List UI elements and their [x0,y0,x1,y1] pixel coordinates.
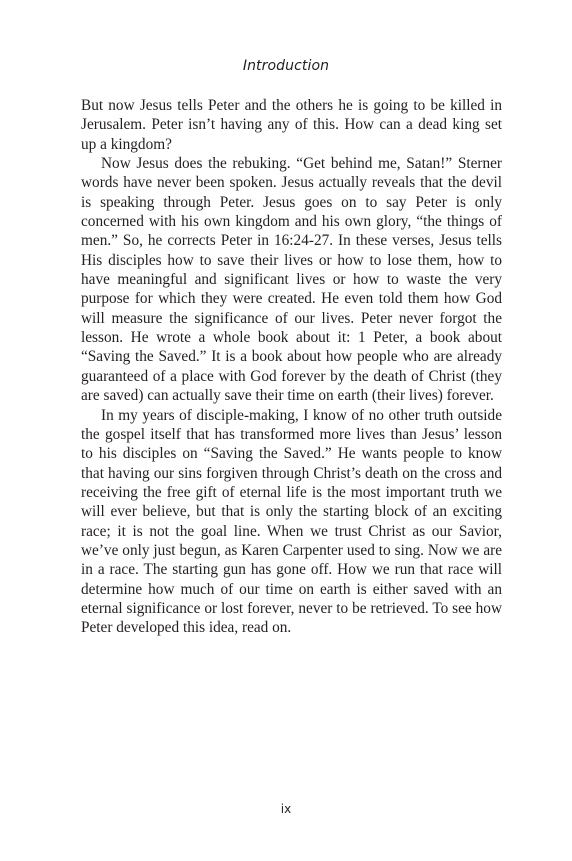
body-text [81,96,502,638]
paragraph-continued: But now Jesus tells Peter and the others he is going to be killed in Jerusalem. Peter isn’t having any of this. How can a dead king set up a kingdom? [81,97,502,153]
running-head-title: Introduction [242,58,330,74]
paragraph-disciple-making: In my years of disciple-making, I know of no other truth outside the gospel itself that has transformed more lives than Jesus’ lesson to his disciples on “Saving the Saved.” He wants people to know that having our sins forgiven through Christ’s death on the cross and receiving the free gift of eternal life is the most important truth we will ever believe, but that is only the starting block of an exciting race; it is not the goal line. When we trust Christ as our Savior, we’ve only just begun, as Karen Carpenter used to sing. Now we are in a race. The starting gun has gone off. How we run that race will determine how much of our time on earth is either saved with an eternal significance or lost forever, never to be retrieved. To see how Peter developed this idea, read on. [81,406,502,637]
page-number: ix [280,802,292,816]
paragraph-rebuke: Now Jesus does the rebuking. “Get behind me, Satan!” Sterner words have never been spoken. Jesus actually reveals that the devil is speaking through Peter. Jesus goes on to say Peter is only concerned with his own kingdom and his own glory, “the things of men.” So, he corrects Peter in 16:24-27. In these verses, Jesus tells His disciples how to save their lives or how to lose them, how to have meaningful and significant lives or how to waste the very purpose for which they were created. He even told them how God will measure the significance of our lives. Peter never forgot the lesson. He wrote a whole book about it: 1 Peter, a book about “Saving the Saved.” It is a book about how people who are already guaranteed of a place with God forever by the death of Christ (they are saved) can actually save their time on earth (their lives) forever. [81,155,502,405]
